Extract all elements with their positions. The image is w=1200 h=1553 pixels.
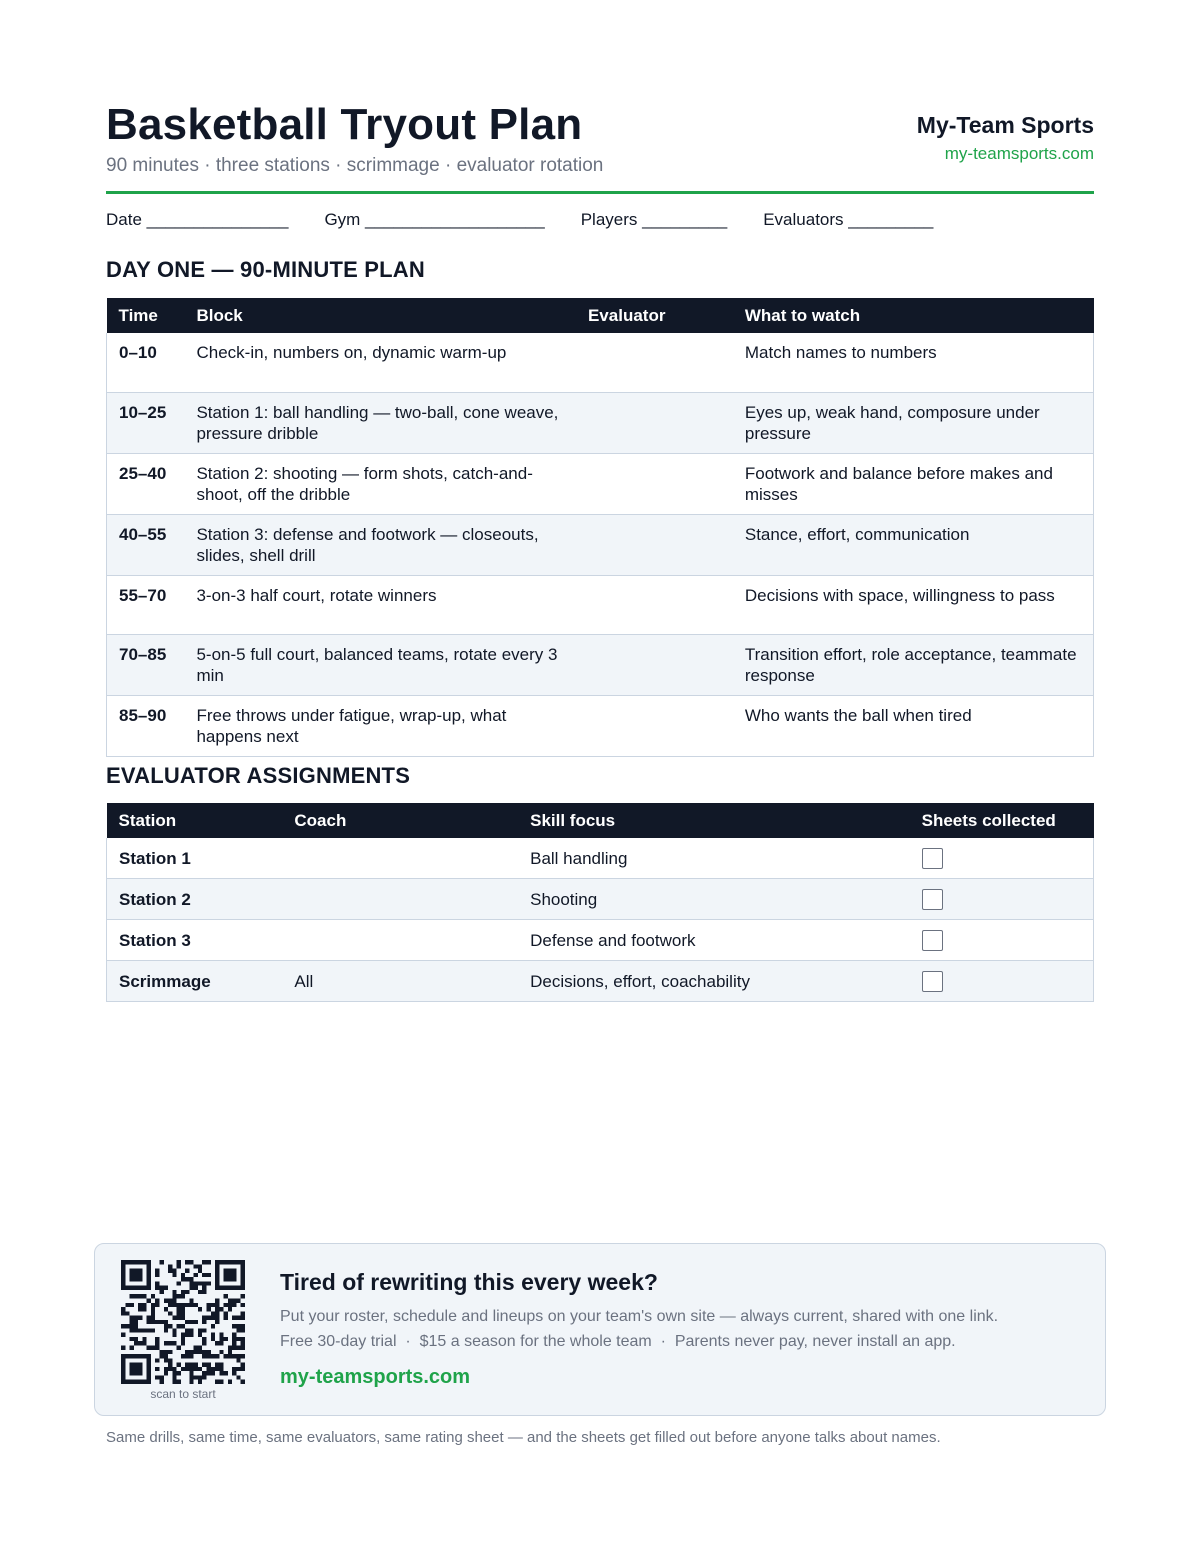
- block-cell: 3-on-3 half court, rotate winners: [184, 575, 576, 634]
- skill-focus-cell: Shooting: [518, 879, 910, 920]
- block-cell: Station 2: shooting — form shots, catch-and-shoot, off the dribble: [184, 453, 576, 514]
- assignments-table-header: [107, 803, 1094, 838]
- column-header-skill-focus: Skill focus: [518, 803, 910, 838]
- skill-focus-cell: Ball handling: [518, 838, 910, 879]
- time-cell: 85–90: [107, 695, 185, 756]
- time-cell: 40–55: [107, 514, 185, 575]
- brand-name: My-Team Sports: [916, 112, 1094, 138]
- table-row: [107, 514, 1094, 575]
- players-field[interactable]: Players _________: [580, 210, 728, 229]
- skill-focus-cell: Decisions, effort, coachability: [518, 961, 910, 1002]
- watch-cell: Who wants the ball when tired: [733, 695, 1094, 756]
- column-header-block: Block: [184, 298, 576, 333]
- column-header-evaluator: Evaluator: [576, 298, 733, 333]
- evaluators-field[interactable]: Evaluators _________: [763, 210, 934, 229]
- table-row: [107, 453, 1094, 514]
- watch-cell: Eyes up, weak hand, composure under pressure: [733, 392, 1094, 453]
- promo-pricing: Free 30-day trial · $15 a season for the whole team · Parents never pay, never install an app.: [280, 1333, 956, 1350]
- evaluator-cell[interactable]: [576, 634, 733, 695]
- footer-note: Same drills, same time, same evaluators, same rating sheet — and the sheets get filled out before anyone talks about names.: [106, 1429, 941, 1446]
- gym-field[interactable]: Gym ___________________: [324, 210, 545, 229]
- evaluator-cell[interactable]: [576, 514, 733, 575]
- station-cell: Station 1: [107, 838, 283, 879]
- table-row: [107, 575, 1094, 634]
- block-cell: Station 1: ball handling — two-ball, cone weave, pressure dribble: [184, 392, 576, 453]
- watch-cell: Transition effort, role acceptance, teammate response: [733, 634, 1094, 695]
- table-row: [107, 695, 1094, 756]
- sheets-collected-checkbox[interactable]: [922, 848, 943, 869]
- plan-table: [106, 298, 1094, 757]
- time-cell: 25–40: [107, 453, 185, 514]
- qr-code-icon[interactable]: [121, 1260, 245, 1384]
- promo-title: Tired of rewriting this every week?: [280, 1269, 658, 1295]
- watch-cell: Decisions with space, willingness to pass: [733, 575, 1094, 634]
- time-cell: 10–25: [107, 392, 185, 453]
- sheets-collected-checkbox[interactable]: [922, 930, 943, 951]
- skill-focus-cell: Defense and footwork: [518, 920, 910, 961]
- evaluator-cell[interactable]: [576, 695, 733, 756]
- page-title: Basketball Tryout Plan: [106, 100, 583, 149]
- form-fields: [106, 210, 969, 230]
- column-header-time: Time: [107, 298, 185, 333]
- sheets-collected-cell: [910, 838, 1094, 879]
- sheets-collected-checkbox[interactable]: [922, 889, 943, 910]
- column-header-watch: What to watch: [733, 298, 1094, 333]
- sheets-collected-cell: [910, 961, 1094, 1002]
- sheets-collected-checkbox[interactable]: [922, 971, 943, 992]
- time-cell: 55–70: [107, 575, 185, 634]
- time-cell: 70–85: [107, 634, 185, 695]
- table-row: [107, 838, 1094, 879]
- column-header-station: Station: [107, 803, 283, 838]
- station-cell: Scrimmage: [107, 961, 283, 1002]
- brand-url-link[interactable]: my-teamsports.com: [944, 144, 1094, 163]
- block-cell: Free throws under fatigue, wrap-up, what happens next: [184, 695, 576, 756]
- coach-cell[interactable]: All: [282, 961, 518, 1002]
- table-row: [107, 920, 1094, 961]
- promo-description: Put your roster, schedule and lineups on your team's own site — always current, shared with one link.: [280, 1308, 999, 1325]
- plan-section-title: DAY ONE — 90-MINUTE PLAN: [106, 257, 425, 282]
- qr-caption: scan to start: [150, 1387, 216, 1401]
- promo-url-link[interactable]: my-teamsports.com: [280, 1366, 471, 1388]
- sheets-collected-cell: [910, 920, 1094, 961]
- assignments-table: [106, 803, 1094, 1002]
- watch-cell: Stance, effort, communication: [733, 514, 1094, 575]
- table-row: [107, 879, 1094, 920]
- document-header: [106, 100, 1094, 194]
- evaluator-cell[interactable]: [576, 575, 733, 634]
- station-cell: Station 2: [107, 879, 283, 920]
- table-row: [107, 634, 1094, 695]
- column-header-sheets-collected: Sheets collected: [910, 803, 1094, 838]
- block-cell: Station 3: defense and footwork — closeouts, slides, shell drill: [184, 514, 576, 575]
- block-cell: 5-on-5 full court, balanced teams, rotate every 3 min: [184, 634, 576, 695]
- station-cell: Station 3: [107, 920, 283, 961]
- page-subtitle: 90 minutes · three stations · scrimmage · evaluator rotation: [106, 155, 604, 176]
- table-row: [107, 333, 1094, 392]
- watch-cell: Match names to numbers: [733, 333, 1094, 392]
- block-cell: Check-in, numbers on, dynamic warm-up: [184, 333, 576, 392]
- coach-cell[interactable]: [282, 879, 518, 920]
- promo-banner: [94, 1243, 1106, 1416]
- coach-cell[interactable]: [282, 838, 518, 879]
- evaluator-cell[interactable]: [576, 453, 733, 514]
- plan-table-header: [107, 298, 1094, 333]
- table-row: [107, 392, 1094, 453]
- table-row: [107, 961, 1094, 1002]
- watch-cell: Footwork and balance before makes and misses: [733, 453, 1094, 514]
- evaluator-cell[interactable]: [576, 333, 733, 392]
- column-header-coach: Coach: [282, 803, 518, 838]
- time-cell: 0–10: [107, 333, 185, 392]
- sheets-collected-cell: [910, 879, 1094, 920]
- evaluator-cell[interactable]: [576, 392, 733, 453]
- assignments-section-title: EVALUATOR ASSIGNMENTS: [106, 763, 411, 788]
- date-field[interactable]: Date _______________: [106, 210, 289, 229]
- coach-cell[interactable]: [282, 920, 518, 961]
